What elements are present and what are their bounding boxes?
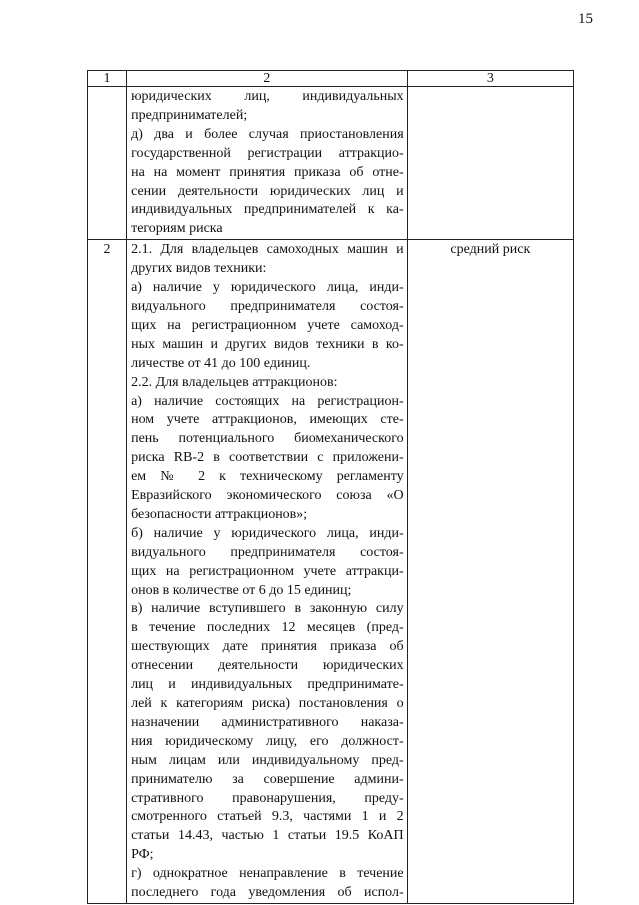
risk-criteria-table <box>87 70 574 904</box>
criteria-line: б) наличие у юридического лица, инди- <box>131 525 404 541</box>
row-number-cell: 2 <box>88 240 127 904</box>
criteria-line: отнесении деятельности юридических <box>131 658 404 674</box>
criteria-line: лей к категориям риска) постановления о <box>131 696 404 711</box>
criteria-line: а) наличие состоящих на регистрацион- <box>131 393 404 409</box>
row-number-cell <box>88 87 127 240</box>
criteria-line: последнего года уведомления об испол- <box>131 885 404 901</box>
criteria-line: онов в количестве от 6 до 15 единиц; <box>131 582 352 598</box>
criteria-line: ным лицам или индивидуальному пред- <box>131 752 404 768</box>
risk-category-cell <box>407 87 573 240</box>
criteria-line: риска RB-2 в соответствии с приложени- <box>131 450 404 466</box>
criteria-line: шествующих дате принятия приказа об <box>131 639 404 655</box>
criteria-line: государственной регистрации аттракцио- <box>131 145 404 161</box>
criteria-line: щих на регистрационном учете аттракци- <box>131 563 404 579</box>
risk-category-cell: средний риск <box>407 240 573 904</box>
table-row <box>88 87 574 240</box>
criteria-line: предпринимателей; <box>131 107 248 123</box>
criteria-line: принимателю за совершение админи- <box>131 771 404 787</box>
column-header-3: 3 <box>407 71 573 87</box>
criteria-line: РФ; <box>131 847 154 863</box>
criteria-line: щих на регистрационном учете самоход- <box>131 317 404 333</box>
criteria-line: статьи 14.43, частью 1 статьи 19.5 КоАП <box>131 828 404 844</box>
criteria-line: ном учете аттракционов, имеющих сте- <box>131 412 404 428</box>
criteria-cell <box>127 240 408 904</box>
criteria-line: других видов техники: <box>131 261 267 277</box>
criteria-line: ем № 2 к техническому регламенту <box>131 469 404 485</box>
criteria-line: лиц и индивидуальных предпринимате- <box>131 677 404 693</box>
criteria-line: а) наличие у юридического лица, инди- <box>131 280 404 296</box>
column-header-2: 2 <box>127 71 408 87</box>
criteria-line: сении деятельности юридических лиц и <box>131 183 404 199</box>
criteria-line: пень потенциального биомеханического <box>131 431 404 447</box>
criteria-line: тегориям риска <box>131 221 223 237</box>
criteria-line: в течение последних 12 месяцев (пред- <box>131 620 404 636</box>
criteria-line: личестве от 41 до 100 единиц. <box>131 355 311 371</box>
criteria-line: 2.1. Для владельцев самоходных машин и <box>131 242 404 258</box>
criteria-line: юридических лиц, индивидуальных <box>131 89 404 104</box>
criteria-line: индивидуальных предпринимателей к ка- <box>131 202 404 218</box>
criteria-line: г) однократное ненаправление в течение <box>131 866 404 882</box>
criteria-line: д) два и более случая приостановления <box>131 126 404 142</box>
table-header-row <box>88 71 574 87</box>
criteria-line: смотренного статьей 9.3, частями 1 и 2 <box>131 809 404 825</box>
criteria-line: 2.2. Для владельцев аттракционов: <box>131 374 338 390</box>
criteria-line: в) наличие вступившего в законную силу <box>131 601 404 617</box>
criteria-line: Евразийского экономического союза «О <box>131 488 404 504</box>
criteria-line: ния юридическому лицу, его должност- <box>131 733 404 749</box>
criteria-line: безопасности аттракционов»; <box>131 506 308 522</box>
criteria-line: на на момент принятия приказа об отне- <box>131 164 404 180</box>
page-number: 15 <box>578 11 593 27</box>
table-row <box>88 240 574 904</box>
criteria-line: ных машин и других видов техники в ко- <box>131 336 404 352</box>
criteria-line: видуального предпринимателя состоя- <box>131 544 404 560</box>
column-header-1: 1 <box>88 71 127 87</box>
criteria-line: видуального предпринимателя состоя- <box>131 298 404 314</box>
criteria-line: назначении административного наказа- <box>131 714 404 730</box>
criteria-line: стративного правонарушения, преду- <box>131 790 404 806</box>
criteria-cell <box>127 87 408 240</box>
